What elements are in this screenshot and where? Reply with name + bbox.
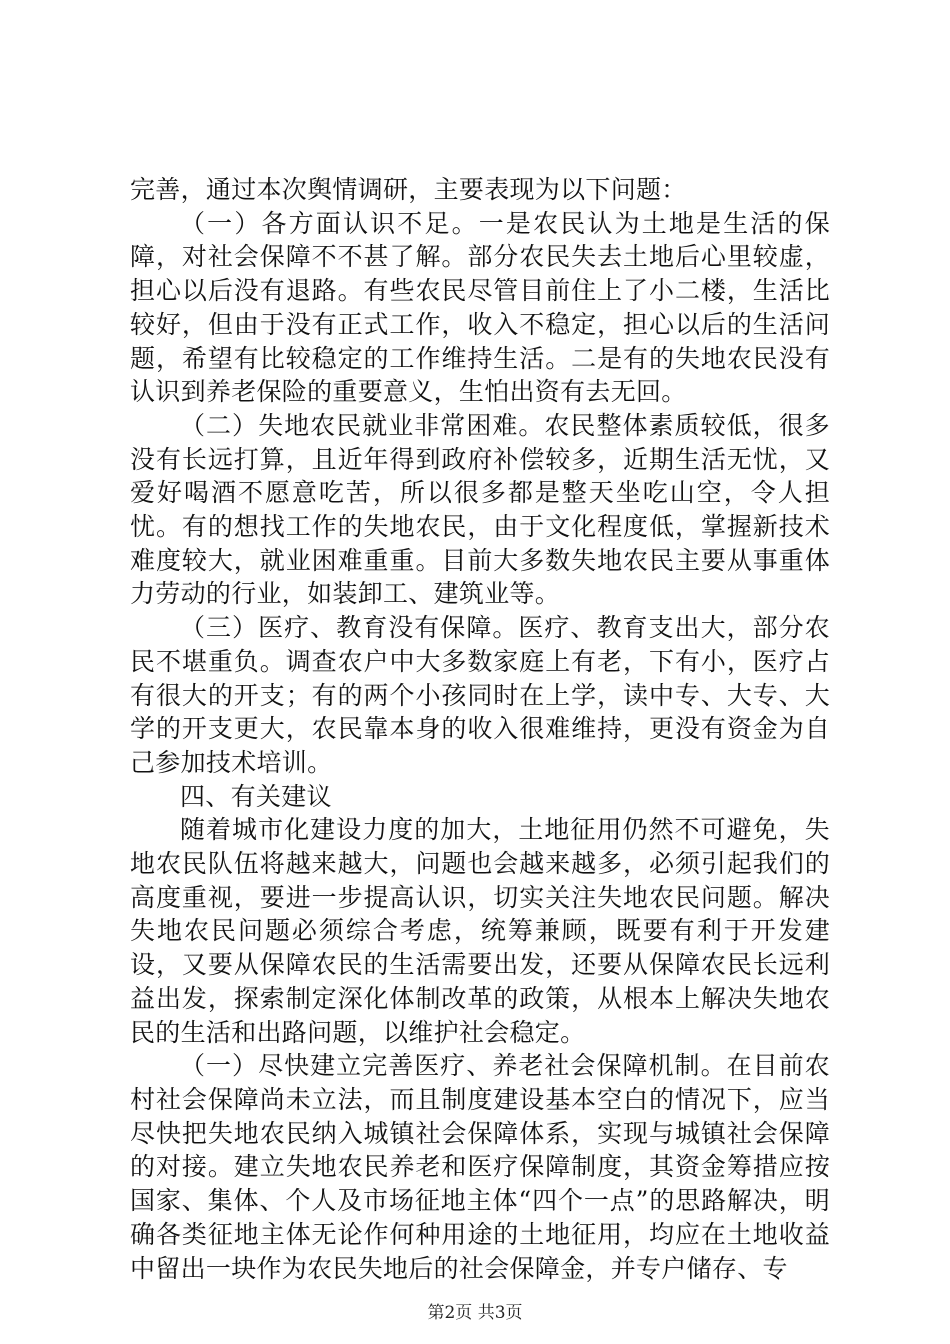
- page-number-footer: 第2页 共3页: [427, 1303, 523, 1323]
- paragraph-2: （一）各方面认识不足。一是农民认为土地是生活的保障，对社会保障不不甚了解。部分农民失去土地后心里较虚，担心以后没有退路。有些农民尽管目前住上了小二楼，生活比较好，但由于没有正式工作，收入不稳定，担心以后的生活问题，希望有比较稳定的工作维持生活。二是有的失地农民没有认识到养老保险的重要意义，生怕出资有去无回。: [130, 208, 830, 407]
- paragraph-4: （三）医疗、教育没有保障。医疗、教育支出大，部分农民不堪重负。调查农户中大多数家庭上有老，下有小，医疗占有很大的开支；有的两个小孩同时在上学，读中专、大专、大学的开支更大，农民靠本身的收入很难维持，更没有资金为自己参加技术培训。: [130, 613, 830, 777]
- paragraph-1: 完善，通过本次舆情调研，主要表现为以下问题：: [130, 175, 687, 204]
- paragraph-7: （一）尽快建立完善医疗、养老社会保障机制。在目前农村社会保障尚未立法，而且制度建设基本空白的情况下，应当尽快把失地农民纳入城镇社会保障体系，实现与城镇社会保障的对接。建立失地农民养老和医疗保障制度，其资金筹措应按国家、集体、个人及市场征地主体“四个一点”的思路解决，明确各类征地主体无论作何种用途的土地征用，均应在土地收益中留出一块作为农民失地后的社会保障金，并专户储存、专: [130, 1051, 830, 1283]
- document-body: [130, 173, 830, 1285]
- paragraph-6: 随着城市化建设力度的加大，土地征用仍然不可避免，失地农民队伍将越来越大，问题也会越来越多，必须引起我们的高度重视，要进一步提高认识，切实关注失地农民问题。解决失地农民问题必须综合考虑，统筹兼顾，既要有利于开发建设，又要从保障农民的生活需要出发，还要从保障农民长远利益出发，探索制定深化体制改革的政策，从根本上解决失地农民的生活和出路问题，以维护社会稳定。: [130, 815, 830, 1047]
- paragraph-3: （二）失地农民就业非常困难。农民整体素质较低，很多没有长远打算，且近年得到政府补偿较多，近期生活无忧，又爱好喝酒不愿意吃苦，所以很多都是整天坐吃山空，令人担忧。有的想找工作的失地农民，由于文化程度低，掌握新技术难度较大，就业困难重重。目前大多数失地农民主要从事重体力劳动的行业，如装卸工、建筑业等。: [130, 410, 830, 609]
- section-heading-4: 四、有关建议: [180, 781, 332, 811]
